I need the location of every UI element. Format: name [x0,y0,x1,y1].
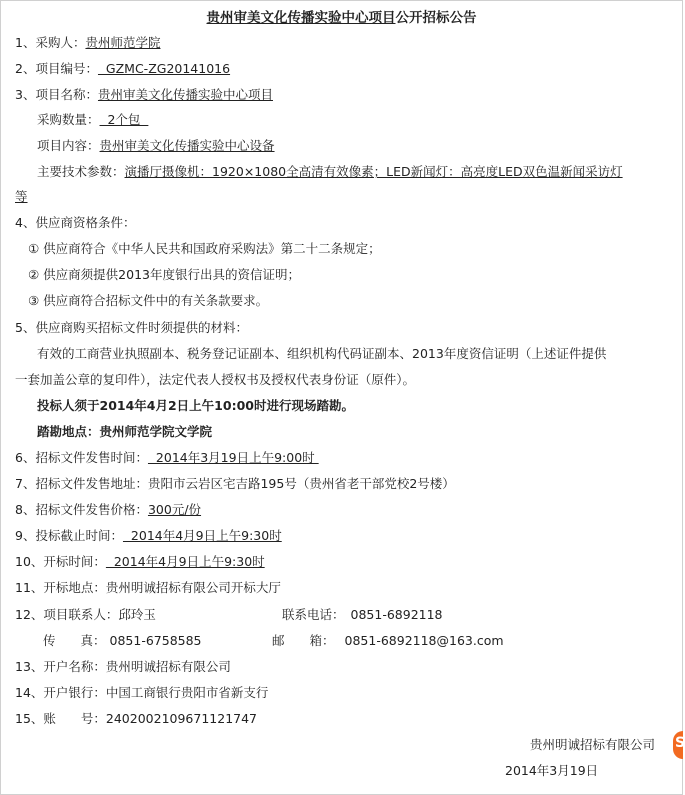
email-value: 0851-6892118@163.com [344,633,504,648]
qualification-item: ③ 供应商符合招标文件中的有关条款要求。 [28,293,269,308]
phone-value: 0851-6892118 [350,607,443,622]
project-name-label: 3、项目名称： [15,87,98,102]
email-label: 邮 箱： [272,633,335,648]
qualification-item: ① 供应商符合《中华人民共和国政府采购法》第二十二条规定； [28,241,381,256]
sale-addr-label: 7、招标文件发售地址： [15,476,148,491]
price-value: 300元/份 [147,502,202,517]
contact-line [15,605,156,623]
quantity-label: 采购数量： [37,112,100,127]
contact-person: 邱玲玉 [118,607,156,622]
account-no-line [15,709,257,727]
fax-line [43,631,202,649]
site-visit-place: 踏勘地点：贵州师范学院文学院 [37,424,213,439]
email-line [272,631,504,649]
phone-label: 联系电话： [282,607,345,622]
fax-label: 传 真： [43,633,106,648]
materials-heading: 5、供应商购买招标文件时须提供的材料： [15,320,248,335]
title-project: 贵州审美文化传播实验中心项目 [206,10,396,26]
price-label: 8、招标文件发售价格： [15,502,148,517]
tech-line-cont [15,187,28,205]
signature-date: 2014年3月19日 [505,763,599,778]
tech-line [37,162,623,180]
account-no-label: 15、账 号： [15,711,106,726]
purchaser-label: 1、采购人： [15,35,86,50]
opening-time-label: 10、开标时间： [15,554,106,569]
account-name-value: 贵州明诚招标有限公司 [105,659,231,674]
fax-value: 0851-6758585 [109,633,202,648]
bank-label: 14、开户银行： [15,685,106,700]
account-name-label: 13、开户名称： [15,659,106,674]
project-no-value: GZMC-ZG20141016 [97,61,231,76]
opening-place-value: 贵州明诚招标有限公司开标大厅 [105,580,281,595]
bank-line [15,683,268,701]
qualification-heading: 4、供应商资格条件： [15,215,136,230]
bank-value: 中国工商银行贵阳市省新支行 [105,685,269,700]
project-no-line [15,59,230,77]
purchaser-value: 贵州师范学院 [85,35,161,50]
deadline-line [15,526,282,544]
sale-addr-value: 贵阳市云岩区宅吉路195号（贵州省老干部党校2号楼） [147,476,455,491]
tech-cont: 等 [15,189,28,204]
opening-time-line [15,552,265,570]
account-no-value: 2402002109671121747 [105,711,258,726]
opening-place-line [15,578,281,596]
opening-time-value: 2014年4月9日上午9:30时 [105,554,265,569]
tech-value: 演播厅摄像机：1920×1080全高清有效像素；LED新闻灯：高亮度LED双色温新闻采访灯 [124,164,623,179]
title-suffix: 公开招标公告 [395,10,477,26]
project-no-label: 2、项目编号： [15,61,98,76]
contact-label: 12、项目联系人： [15,607,119,622]
page-title [0,6,683,26]
deadline-label: 9、投标截止时间： [15,528,123,543]
purchaser-line [15,33,160,51]
sale-time-label: 6、招标文件发售时间： [15,450,148,465]
tech-label: 主要技术参数： [37,164,125,179]
account-name-line [15,657,231,675]
project-name-line [15,85,273,103]
content-value: 贵州审美文化传播实验中心设备 [99,138,275,153]
signature-org: 贵州明诚招标有限公司 [530,737,656,752]
sale-time-line [15,448,319,466]
price-line [15,500,201,518]
quantity-value: 2个包 [99,112,149,127]
floating-widget-icon[interactable]: S [673,731,683,759]
project-name-value: 贵州审美文化传播实验中心项目 [97,87,273,102]
sale-time-value: 2014年3月19日上午9:00时 [147,450,319,465]
opening-place-label: 11、开标地点： [15,580,106,595]
materials-text-cont: 一套加盖公章的复印件），法定代表人授权书及授权代表身份证（原件）。 [15,372,416,387]
qualification-item: ② 供应商须提供2013年度银行出具的资信证明； [28,267,300,282]
content-label: 项目内容： [37,138,100,153]
site-visit-notice: 投标人须于2014年4月2日上午10:00时进行现场踏勘。 [37,398,354,413]
quantity-line [37,110,148,128]
sale-addr-line [15,474,455,492]
materials-text: 有效的工商营业执照副本、税务登记证副本、组织机构代码证副本、2013年度资信证明（上述证件提供 [37,346,607,361]
deadline-value: 2014年4月9日上午9:30时 [122,528,282,543]
phone-line [282,605,443,623]
content-line [37,136,275,154]
